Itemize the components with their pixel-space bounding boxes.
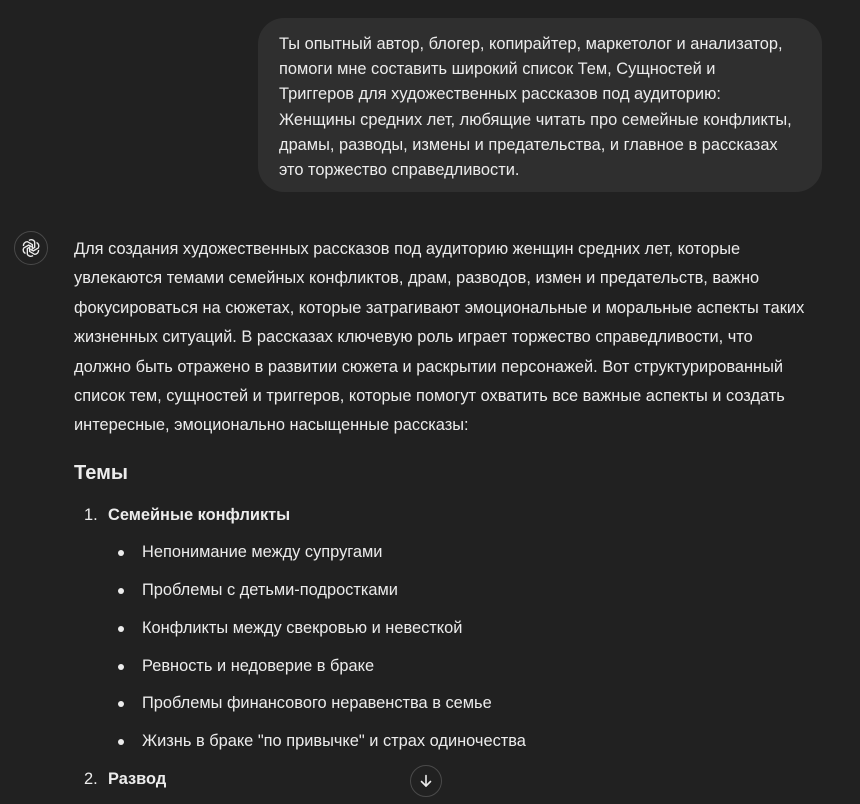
user-message-line: Триггеров для художественных рассказов под аудиторию: bbox=[279, 85, 721, 104]
user-message-line: Женщины средних лет, любящие читать про семейные конфликты, bbox=[279, 110, 792, 129]
bullet-text: Непонимание между супругами bbox=[142, 543, 383, 561]
user-message-line: Ты опытный автор, блогер, копирайтер, маркетолог и анализатор, bbox=[279, 35, 783, 53]
assistant-message bbox=[74, 235, 834, 788]
intro-line: список тем, сущностей и триггеров, которые помогут охватить все важные аспекты и создать bbox=[74, 387, 785, 406]
user-message-line: помоги мне составить широкий список Тем, Сущностей и bbox=[279, 60, 716, 79]
bullet-text: Конфликты между свекровью и невесткой bbox=[142, 619, 463, 637]
bullet-dot-icon bbox=[118, 550, 124, 556]
topic-list-item bbox=[84, 770, 166, 789]
bullet-text: Жизнь в браке "по привычке" и страх одиночества bbox=[142, 732, 526, 750]
topic-list-item bbox=[84, 506, 290, 525]
topic-title: Развод bbox=[108, 770, 167, 788]
intro-line: жизненных ситуаций. В рассказах ключевую роль играет торжество справедливости, что bbox=[74, 328, 753, 347]
topic-bullet-item bbox=[118, 581, 398, 600]
bullet-text: Проблемы с детьми-подростками bbox=[142, 581, 398, 599]
intro-line: фокусироваться на сюжетах, которые затрагивают эмоциональные и моральные аспекты таких bbox=[74, 298, 805, 317]
bullet-dot-icon bbox=[118, 588, 124, 594]
scroll-to-bottom-button[interactable] bbox=[410, 765, 442, 797]
bullet-dot-icon bbox=[118, 664, 124, 670]
section-heading-topics: Темы bbox=[74, 462, 128, 484]
intro-line: Для создания художественных рассказов под аудиторию женщин средних лет, которые bbox=[74, 240, 741, 258]
bullet-text: Ревность и недоверие в браке bbox=[142, 657, 375, 675]
user-message-line: драмы, разводы, измены и предательства, и главное в рассказах bbox=[279, 135, 778, 154]
topic-title: Семейные конфликты bbox=[108, 506, 291, 524]
assistant-intro-paragraph bbox=[74, 235, 834, 441]
topic-bullet-item bbox=[118, 657, 374, 676]
topic-bullet-item bbox=[118, 694, 492, 713]
topic-number: 2. bbox=[84, 770, 98, 788]
bullet-dot-icon bbox=[118, 739, 124, 745]
user-message-line: это торжество справедливости. bbox=[279, 161, 520, 180]
topic-bullet-item bbox=[118, 543, 382, 562]
openai-logo-icon bbox=[20, 237, 42, 259]
topic-bullet-item bbox=[118, 619, 462, 638]
intro-line: интересные, эмоционально насыщенные рассказы: bbox=[74, 416, 469, 435]
assistant-avatar bbox=[14, 231, 48, 265]
bullet-dot-icon bbox=[118, 626, 124, 632]
bullet-text: Проблемы финансового неравенства в семье bbox=[142, 694, 492, 712]
arrow-down-icon bbox=[418, 773, 434, 789]
intro-line: должно быть отражено в развитии сюжета и раскрытии персонажей. Вот структурированный bbox=[74, 357, 784, 376]
user-message-bubble bbox=[258, 18, 822, 192]
intro-line: увлекаются темами семейных конфликтов, драм, разводов, измен и предательств, важно bbox=[74, 269, 760, 288]
topic-number: 1. bbox=[84, 506, 98, 524]
topic-bullet-item bbox=[118, 732, 526, 751]
bullet-dot-icon bbox=[118, 701, 124, 707]
